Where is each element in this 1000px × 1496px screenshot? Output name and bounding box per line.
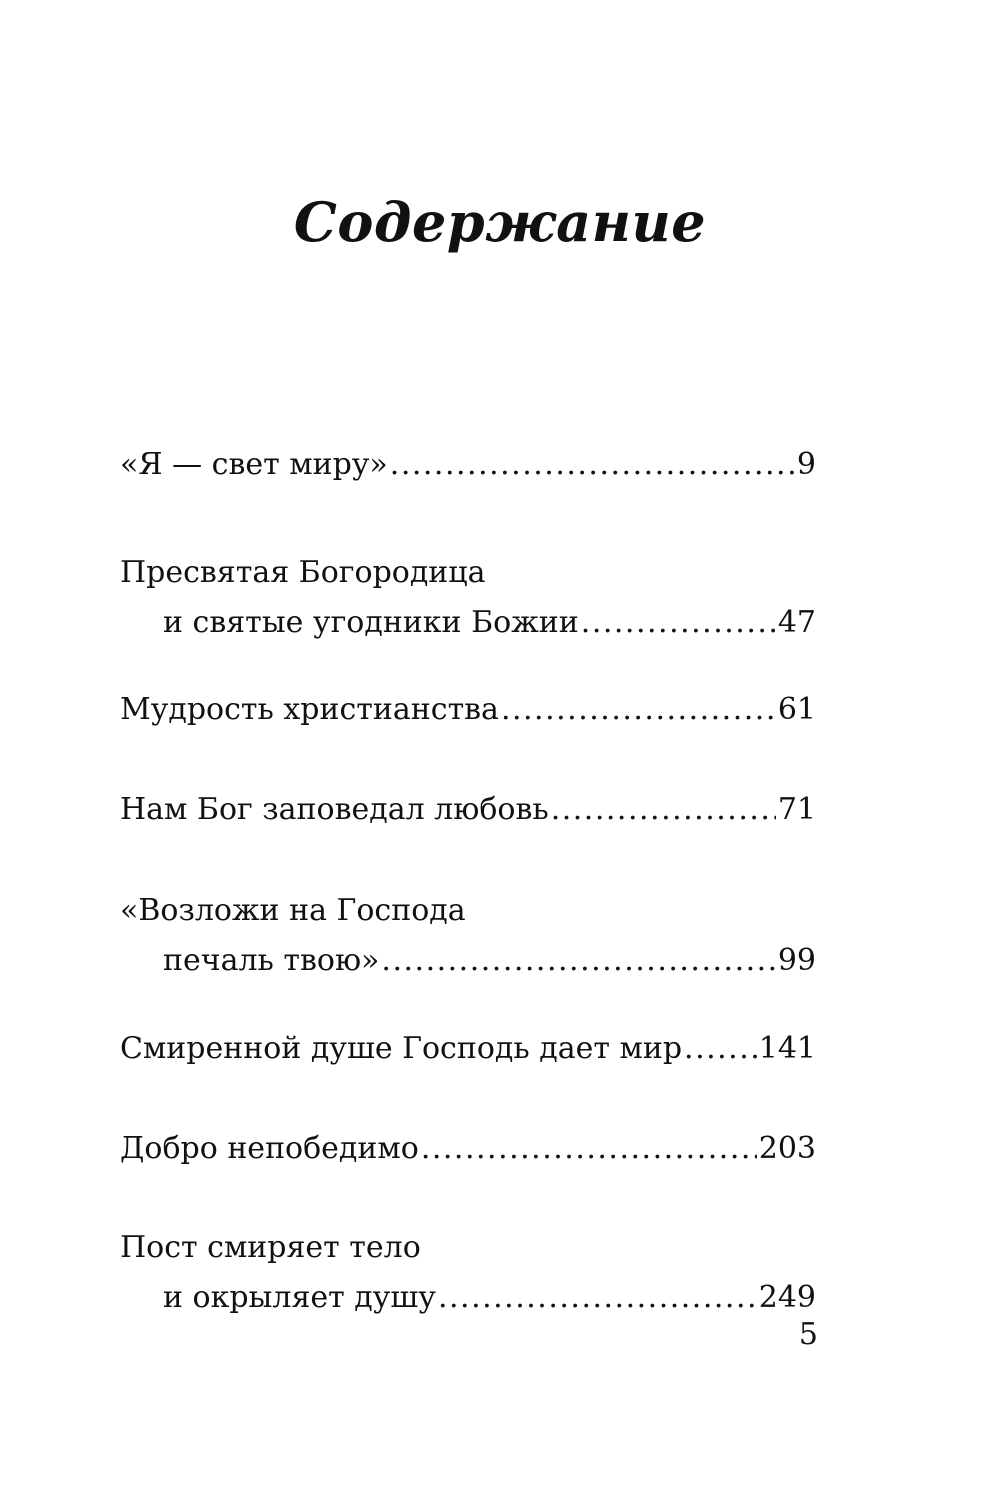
toc-entry-page: 99	[777, 943, 816, 978]
toc-entry-title-cont: и святые угодники Божии	[163, 605, 579, 640]
toc-entry-page: 9	[796, 447, 816, 482]
toc-entry-title: Пресвятая Богородица	[120, 555, 486, 590]
toc-entry-page: 203	[758, 1131, 816, 1166]
toc-entry[interactable]	[120, 785, 816, 835]
leader-dots	[381, 936, 775, 986]
leader-dots	[551, 785, 776, 835]
page-number: 5	[798, 1317, 818, 1352]
toc-entry-title-cont: и окрыляет душу	[163, 1280, 436, 1315]
toc-entry-title: «Возложи на Господа	[120, 893, 466, 928]
toc-entry-line	[120, 440, 816, 490]
toc-entry-page: 61	[777, 692, 816, 727]
toc-entry-title: «Я — свет миру»	[120, 447, 388, 482]
toc-entry-line	[120, 1124, 816, 1174]
toc-entry-line	[120, 1024, 816, 1074]
page-title: Содержание	[293, 190, 707, 254]
leader-dots	[438, 1273, 757, 1323]
toc-entry-page: 47	[777, 605, 816, 640]
toc-entry-line	[120, 936, 816, 986]
toc-entry[interactable]	[120, 440, 816, 490]
toc-entry-line	[120, 1273, 816, 1323]
leader-dots	[684, 1024, 757, 1074]
toc-entry[interactable]	[120, 685, 816, 735]
toc-entry-page: 141	[758, 1031, 816, 1066]
toc-entry[interactable]	[120, 1223, 816, 1323]
leader-dots	[581, 598, 776, 648]
toc-entry[interactable]	[120, 548, 816, 648]
toc-entry-line	[120, 598, 816, 648]
toc-entry-title: Смиренной душе Господь дает мир	[120, 1031, 683, 1066]
leader-dots	[501, 685, 776, 735]
toc-entry-page: 71	[777, 792, 816, 827]
toc-entry[interactable]	[120, 1024, 816, 1074]
toc-entry[interactable]	[120, 886, 816, 986]
toc-entry-line	[120, 785, 816, 835]
toc-entry-line	[120, 685, 816, 735]
leader-dots	[390, 440, 795, 490]
leader-dots	[421, 1124, 757, 1174]
toc-entry-title: Мудрость христианства	[120, 692, 499, 727]
toc-entry[interactable]	[120, 1124, 816, 1174]
toc-entry-page: 249	[758, 1280, 816, 1315]
toc-entry-title: Добро непобедимо	[120, 1131, 419, 1166]
toc-entry-title: Пост смиряет тело	[120, 1230, 421, 1265]
toc-entry-title-cont: печаль твою»	[163, 943, 380, 978]
toc-entry-title: Нам Бог заповедал любовь	[120, 792, 549, 827]
